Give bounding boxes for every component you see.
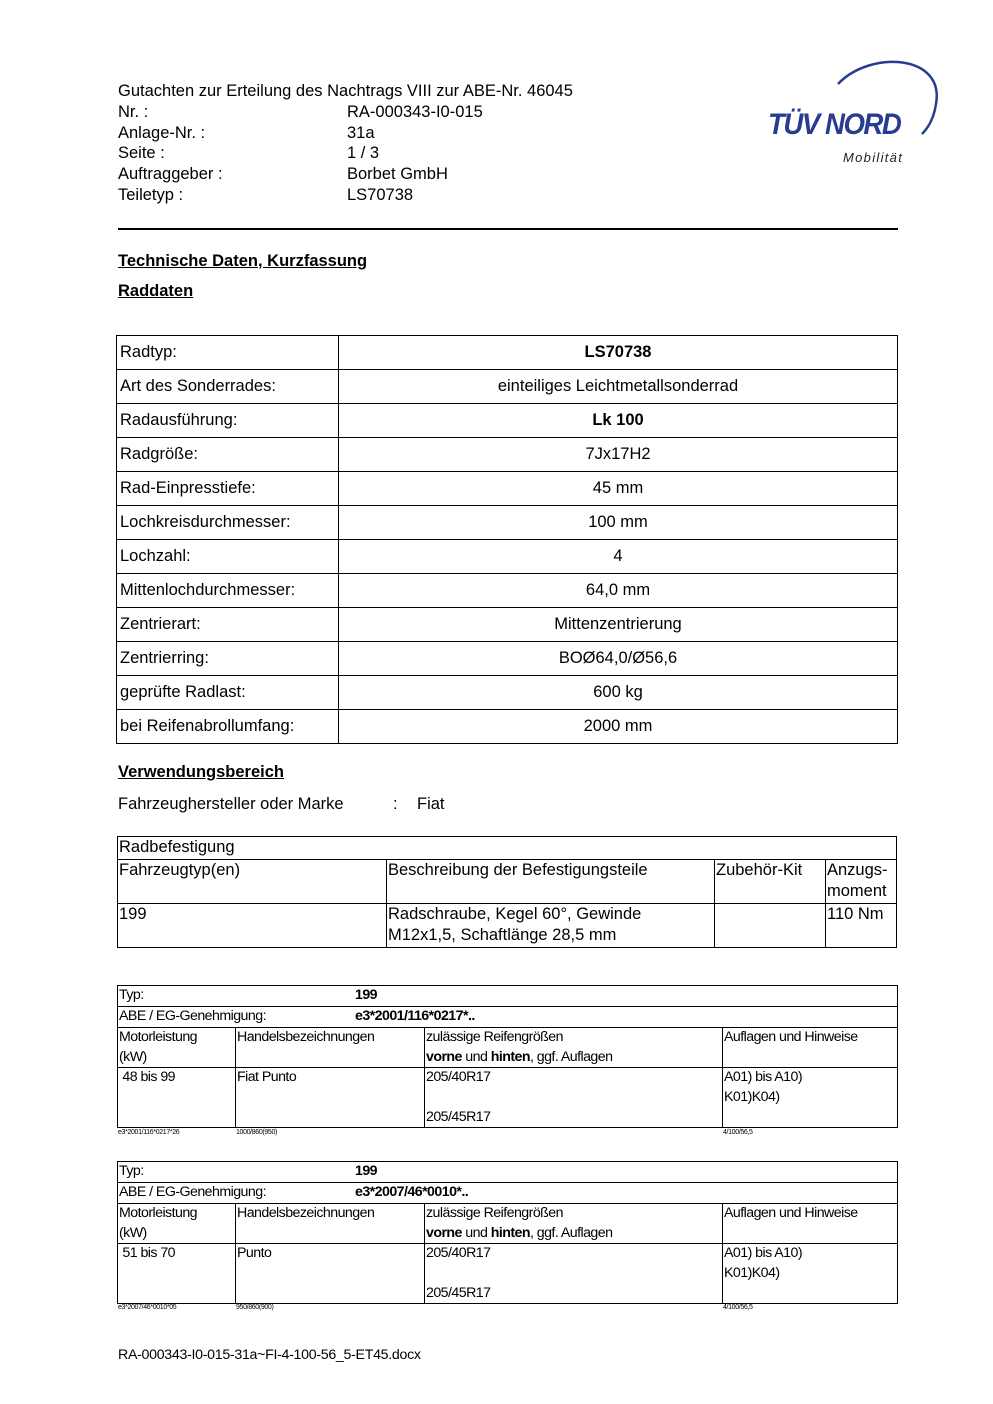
typ-table-1 [117, 985, 898, 1128]
table-row [117, 676, 898, 710]
raddaten-label: Lochzahl: [117, 540, 339, 574]
cell-auflagen [723, 1068, 898, 1128]
raddaten-value: Lk 100 [339, 404, 898, 438]
verwendung-row [118, 795, 445, 814]
col-handelsbezeichnungen: Handelsbezeichnungen [236, 1204, 425, 1244]
typ-table-2 [117, 1161, 898, 1304]
cell-handelsbezeichnung: Fiat Punto [236, 1068, 425, 1128]
radbefestigung-title: Radbefestigung [118, 837, 897, 860]
table-row [117, 438, 898, 472]
col-motorleistung [118, 1028, 236, 1068]
typ-row [118, 1162, 898, 1183]
col-motorleistung-line2: (kW) [119, 1224, 147, 1241]
table-row [117, 608, 898, 642]
raddaten-value: 64,0 mm [339, 574, 898, 608]
raddaten-value: LS70738 [339, 336, 898, 370]
reifen-2: 205/45R17 [426, 1284, 491, 1301]
col-reifengroessen [425, 1028, 723, 1068]
verwendung-separator: : [393, 795, 398, 813]
footnote-lk: 4/100/56,5 [723, 1129, 753, 1136]
col-auflagen: Auflagen und Hinweise [723, 1204, 898, 1244]
cell-auflagen [723, 1244, 898, 1304]
cell-motorleistung: 48 bis 99 [118, 1068, 236, 1128]
raddaten-label: geprüfte Radlast: [117, 676, 339, 710]
document-header [118, 81, 573, 206]
auflagen-1: A01) bis A10) [724, 1069, 803, 1086]
hinten-label: hinten [490, 1048, 530, 1065]
col-reifengroessen-line2 [426, 1224, 721, 1244]
table-row [118, 1244, 898, 1304]
col-motorleistung-line2: (kW) [119, 1048, 147, 1065]
auflagen-2: K01)K04) [724, 1088, 780, 1105]
header-field-label: Auftraggeber : [118, 165, 223, 184]
auflagen-suffix: , ggf. Auflagen [529, 1224, 613, 1241]
raddaten-label: Mittenlochdurchmesser: [117, 574, 339, 608]
raddaten-label: Lochkreisdurchmesser: [117, 506, 339, 540]
col-reifengroessen-line1: zulässige Reifengrößen [426, 1029, 563, 1045]
table-row [117, 642, 898, 676]
cell-beschreibung [387, 903, 715, 947]
header-field-label: Nr. : [118, 102, 149, 121]
footnote-approval: e3*2007/46*0010*05 [118, 1304, 177, 1311]
logo-brand: TÜV NORD [768, 108, 901, 141]
und-label: und [461, 1048, 491, 1065]
raddaten-label: Radausführung: [117, 404, 339, 438]
reifen-1: 205/40R17 [426, 1069, 491, 1086]
header-field-value: 31a [347, 123, 375, 142]
table-row [117, 472, 898, 506]
genehmigung-label: ABE / EG-Genehmigung: [119, 1184, 266, 1200]
auflagen-2: K01)K04) [724, 1264, 780, 1281]
col-zubehoer-kit: Zubehör-Kit [715, 859, 826, 903]
raddaten-value: 100 mm [339, 506, 898, 540]
genehmigung-row [118, 1007, 898, 1028]
cell-reifengroessen [425, 1244, 723, 1304]
raddaten-value: Mittenzentrierung [339, 608, 898, 642]
radbefestigung-table [117, 836, 897, 948]
raddaten-label: Zentrierring: [117, 642, 339, 676]
raddaten-value: 7Jx17H2 [339, 438, 898, 472]
col-anzugsmoment [826, 859, 897, 903]
table-row [117, 404, 898, 438]
typ-value: 199 [355, 987, 378, 1003]
raddaten-value: BOØ64,0/Ø56,6 [339, 642, 898, 676]
raddaten-value: 45 mm [339, 472, 898, 506]
auflagen-1: A01) bis A10) [724, 1245, 803, 1262]
reifen-2: 205/45R17 [426, 1108, 491, 1125]
header-field-seite [118, 143, 573, 164]
cell-reifengroessen [425, 1068, 723, 1128]
document-filename: RA-000343-I0-015-31a~FI-4-100-56_5-ET45.docx [118, 1347, 421, 1363]
header-field-value: Borbet GmbH [347, 165, 448, 184]
header-field-anlage [118, 123, 573, 144]
col-beschreibung: Beschreibung der Befestigungsteile [387, 859, 715, 903]
table-row [117, 574, 898, 608]
raddaten-label: Rad-Einpresstiefe: [117, 472, 339, 506]
section-technische-daten: Technische Daten, Kurzfassung [118, 252, 368, 270]
cell-motorleistung: 51 bis 70 [118, 1244, 236, 1304]
auflagen-suffix: , ggf. Auflagen [529, 1048, 613, 1065]
typ-value: 199 [355, 1163, 378, 1179]
footnote-approval: e3*2001/116*0217*26 [118, 1129, 180, 1136]
section-raddaten: Raddaten [118, 282, 194, 300]
raddaten-value: 2000 mm [339, 710, 898, 744]
genehmigung-value: e3*2001/116*0217*.. [355, 1008, 475, 1024]
raddaten-value: 600 kg [339, 676, 898, 710]
section-verwendungsbereich: Verwendungsbereich [118, 763, 284, 781]
reifen-1: 205/40R17 [426, 1245, 491, 1262]
col-motorleistung-line1: Motorleistung [119, 1029, 198, 1045]
vorne-label: vorne [426, 1048, 462, 1065]
typ-table-block-2 [117, 1161, 898, 1311]
raddaten-value: einteiliges Leichtmetallsonderrad [339, 370, 898, 404]
document-title: Gutachten zur Erteilung des Nachtrags VIII zur ABE-Nr. 46045 [118, 82, 573, 100]
table-row [117, 540, 898, 574]
header-field-teiletyp [118, 185, 573, 206]
col-motorleistung [118, 1204, 236, 1244]
typ-label: Typ: [119, 1163, 144, 1179]
raddaten-label: Zentrierart: [117, 608, 339, 642]
header-field-value: LS70738 [347, 185, 414, 204]
verwendung-label: Fahrzeughersteller oder Marke [118, 795, 344, 813]
typ-table-block-1 [117, 985, 898, 1136]
cell-zubehoer-kit [715, 903, 826, 947]
col-auflagen: Auflagen und Hinweise [723, 1028, 898, 1068]
cell-beschreibung-line2: M12x1,5, Schaftlänge 28,5 mm [388, 926, 617, 944]
col-handelsbezeichnungen: Handelsbezeichnungen [236, 1028, 425, 1068]
header-field-label: Teiletyp : [118, 185, 184, 204]
header-divider [118, 228, 898, 230]
genehmigung-label: ABE / EG-Genehmigung: [119, 1008, 266, 1024]
table-row [117, 710, 898, 744]
header-field-nr [118, 102, 573, 123]
verwendung-value: Fiat [417, 795, 445, 813]
raddaten-label: Radtyp: [117, 336, 339, 370]
cell-anzugsmoment: 110 Nm [826, 903, 897, 947]
table-row [117, 336, 898, 370]
hinten-label: hinten [490, 1224, 530, 1241]
genehmigung-value: e3*2007/46*0010*.. [355, 1184, 469, 1200]
footnote-weights: 1000/860(950) [236, 1129, 277, 1136]
col-fahrzeugtyp: Fahrzeugtyp(en) [118, 859, 387, 903]
header-field-label: Seite : [118, 144, 165, 163]
footnote-weights: 950/860(900) [236, 1304, 274, 1311]
header-field-value: RA-000343-I0-015 [347, 102, 483, 121]
table-row [118, 903, 897, 947]
cell-beschreibung-line1: Radschraube, Kegel 60°, Gewinde [388, 904, 642, 923]
header-field-value: 1 / 3 [347, 144, 380, 163]
cell-handelsbezeichnung: Punto [236, 1244, 425, 1304]
cell-fahrzeugtyp: 199 [118, 903, 387, 947]
table-row [118, 1068, 898, 1128]
raddaten-table [116, 335, 898, 744]
col-anzugsmoment-line2: moment [827, 882, 887, 900]
col-motorleistung-line1: Motorleistung [119, 1205, 198, 1221]
col-reifengroessen-line1: zulässige Reifengrößen [426, 1205, 563, 1221]
genehmigung-row [118, 1183, 898, 1204]
header-field-auftraggeber [118, 164, 573, 185]
raddaten-label: Radgröße: [117, 438, 339, 472]
logo-subtitle: Mobilität [843, 150, 904, 165]
header-field-label: Anlage-Nr. : [118, 123, 206, 142]
table-row [117, 370, 898, 404]
footnote-lk: 4/100/56,5 [723, 1304, 753, 1311]
vorne-label: vorne [426, 1224, 462, 1241]
raddaten-value: 4 [339, 540, 898, 574]
raddaten-label: bei Reifenabrollumfang: [117, 710, 339, 744]
col-reifengroessen-line2 [426, 1048, 721, 1068]
tuv-nord-logo [760, 56, 945, 171]
typ-label: Typ: [119, 987, 144, 1003]
typ-row [118, 986, 898, 1007]
table-row [117, 506, 898, 540]
und-label: und [461, 1224, 491, 1241]
col-anzugsmoment-line1: Anzugs- [827, 860, 888, 879]
col-reifengroessen [425, 1204, 723, 1244]
raddaten-label: Art des Sonderrades: [117, 370, 339, 404]
